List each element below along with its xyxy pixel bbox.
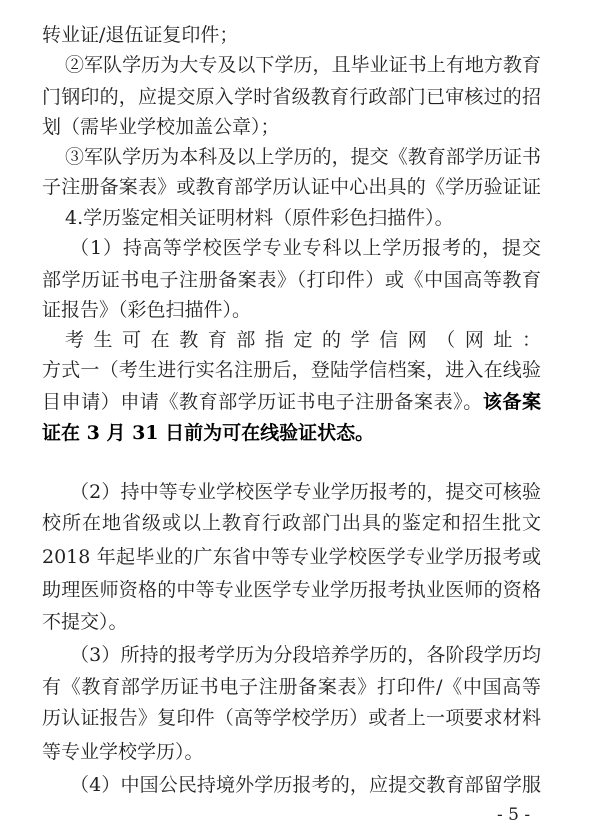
text-segment: 校所在地省级或以上教育行政部门出具的鉴定和招生批文: [42, 512, 541, 534]
text-segment: （2）持中等专业学校医学专业学历报考的，提交可核验: [70, 481, 541, 503]
text-segment: 考生可在教育部指定的学信网（网址：: [65, 329, 541, 351]
text-segment: 不提交）。: [42, 611, 128, 633]
text-line: [70, 480, 541, 504]
text-line: [42, 610, 128, 634]
text-segment: 转业证/退伍证复印件；: [42, 24, 239, 46]
text-line: [42, 545, 541, 569]
text-line: [42, 740, 204, 764]
text-line: [65, 145, 541, 169]
text-line: [65, 206, 454, 230]
page-number: - 5 -: [497, 805, 531, 825]
text-line: [42, 23, 238, 47]
text-line: [42, 85, 541, 109]
text-line: [65, 53, 541, 77]
text-segment: 证报告》（彩色扫描件）。: [42, 299, 252, 321]
text-line: [42, 511, 541, 535]
text-segment: 2018 年起毕业的广东省中等专业学校医学专业学历报考或: [42, 546, 541, 568]
text-line: [42, 115, 280, 139]
text-segment: 4.学历鉴定相关证明材料（原件彩色扫描件）。: [65, 207, 454, 229]
text-segment: 方式一（考生进行实名注册后，登陆学信档案，进入在线验: [42, 359, 541, 381]
bold-text: 该备案: [482, 391, 541, 413]
text-segment: 历认证报告》复印件（高等学校学历）或者上一项要求材料: [42, 707, 541, 729]
text-segment: 目申请）申请《教育部学历证书电子注册备案表》。: [42, 391, 483, 413]
text-segment: ③军队学历为本科及以上学历的，提交《教育部学历证书: [65, 146, 541, 168]
text-segment: 部学历证书电子注册备案表》（打印件）或《中国高等教育: [42, 269, 541, 291]
text-line: [70, 236, 541, 260]
text-line: [42, 578, 541, 602]
text-segment: （4）中国公民持境外学历报考的，应提交教育部留学服: [70, 774, 541, 796]
text-line: [70, 773, 541, 797]
text-segment: 有《教育部学历证书电子注册备案表》打印件/《中国高等: [42, 676, 541, 698]
text-line: [42, 298, 251, 322]
text-line: [42, 390, 541, 414]
text-line: [42, 358, 541, 382]
text-line: [65, 328, 541, 352]
text-segment: （3）所持的报考学历为分段培养学历的，各阶段学历均: [70, 644, 541, 666]
text-line: [70, 643, 541, 667]
text-line: [42, 175, 541, 199]
text-line: [42, 706, 541, 730]
text-line: [42, 421, 374, 445]
text-line: [42, 268, 541, 292]
text-segment: 助理医师资格的中等专业医学专业学历报考执业医师的资格: [42, 579, 541, 601]
text-segment: （1）持高等学校医学专业专科以上学历报考的，提交: [70, 237, 541, 259]
text-segment: ②军队学历为大专及以下学历，且毕业证书上有地方教育: [65, 54, 541, 76]
bold-text: 证在 3 月 31 日前为可在线验证状态。: [42, 422, 375, 444]
text-segment: 子注册备案表》或教育部学历认证中心出具的《学历验证证: [42, 176, 541, 198]
text-segment: 划（需毕业学校加盖公章）；: [42, 116, 280, 138]
text-segment: 等专业学校学历）。: [42, 741, 204, 763]
text-line: [42, 675, 541, 699]
text-segment: 门钢印的，应提交原入学时省级教育行政部门已审核过的招: [42, 86, 541, 108]
